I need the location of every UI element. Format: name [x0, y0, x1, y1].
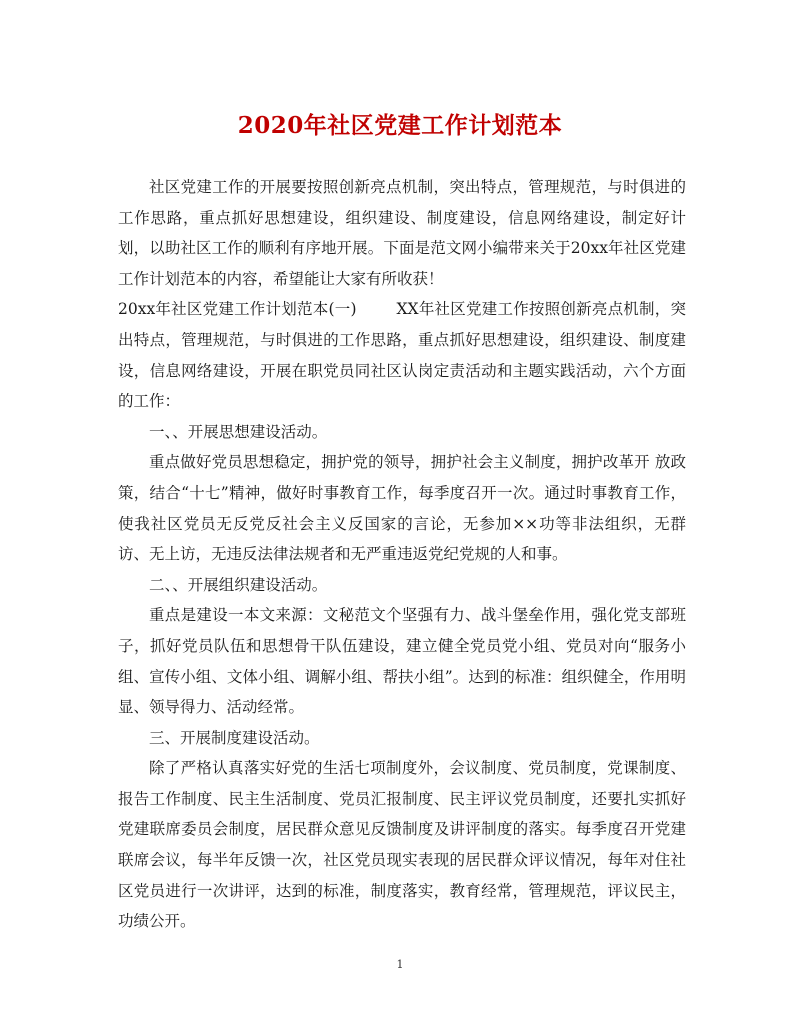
- plan-heading: 20xx年社区党建工作计划范本(一): [118, 300, 357, 319]
- section1-body: 重点做好党员思想稳定，拥护党的领导，拥护社会主义制度，拥护改革开 放政策，结合“十七”精神，做好时事教育工作，每季度召开一次。通过时事教育工作，使我社区党员无反党反社会主义反国家的言论，无参加××功等非法组织，无群访、无上访，无违反法律法规者和无严重违返党纪党规的人和事。: [118, 453, 686, 564]
- section2-body: 重点是建设一本文来源：文秘范文个坚强有力、战斗堡垒作用，强化党支部班子，抓好党员队伍和思想骨干队伍建设，建立健全党员党小组、党员对向“服务小组、宣传小组、文体小组、调解小组、帮扶小组”。达到的标准：组织健全，作用明显、领导得力、活动经常。: [118, 606, 686, 717]
- page-number: 1: [396, 958, 404, 971]
- document-title: 2020年社区党建工作计划范本: [237, 112, 563, 139]
- section2-heading: 二、、开展组织建设活动。: [149, 575, 328, 594]
- section3-heading: 三、开展制度建设活动。: [149, 728, 320, 747]
- section1-heading: 一、、开展思想建设活动。: [149, 422, 328, 441]
- section3-body: 除了严格认真落实好党的生活七项制度外，会议制度、党员制度，党课制度、报告工作制度、民主生活制度、党员汇报制度、民主评议党员制度，还要扎实抓好党建联席委员会制度，居民群众意见反馈制度及讲评制度的落实。每季度召开党建联席会议，每半年反馈一次，社区党员现实表现的居民群众评议情况，每年对住社区党员进行一次讲评，达到的标准，制度落实，教育经常，管理规范，评议民主，功绩公开。: [118, 759, 686, 931]
- plan-paragraph: [118, 294, 686, 416]
- plan-intro: XX年社区党建工作按照创新亮点机制，突出特点，管理规范，与时俱进的工作思路，重点抓好思想建设，组织建设、制度建设，信息网络建设，开展在职党员同社区认岗定责活动和主题实践活动，六个方面的工作：: [118, 300, 686, 411]
- document-body: [118, 172, 686, 937]
- intro-paragraph: 社区党建工作的开展要按照创新亮点机制，突出特点，管理规范，与时俱进的工作思路，重点抓好思想建设，组织建设、制度建设，信息网络建设，制定好计划，以助社区工作的顺利有序地开展。下面是范文网小编带来关于20xx年社区党建工作计划范本的内容，希望能让大家有所收获！: [118, 178, 686, 288]
